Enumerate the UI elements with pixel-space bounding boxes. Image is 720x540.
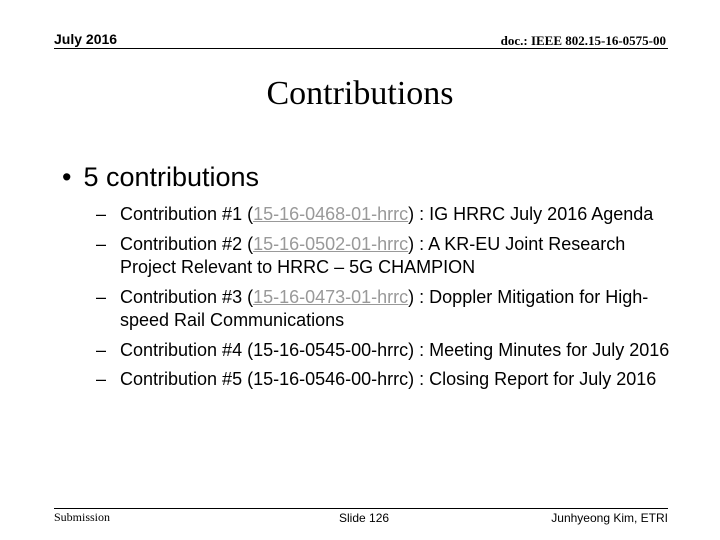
contribution-text: Contribution #4 (15-16-0545-00-hrrc) : Meeting Minutes for July 2016 (120, 339, 670, 360)
contribution-text: Contribution #5 (15-16-0546-00-hrrc) : Closing Report for July 2016 (120, 369, 657, 389)
contribution-text: ) : IG HRRC July 2016 Agenda (408, 204, 654, 224)
contribution-link-2[interactable]: 15-16-0502-01-hrrc (253, 233, 409, 254)
contribution-text: ) : Doppler Mitigation for High-speed Rail Communications (120, 286, 649, 330)
dash-marker: – (96, 286, 107, 307)
contribution-item-4 (96, 339, 676, 363)
main-bullet-text: 5 contributions (83, 162, 260, 192)
footer-author: Junhyeong Kim, ETRI (551, 511, 668, 525)
dash-marker: – (96, 369, 107, 389)
dash-marker: – (96, 204, 107, 224)
contribution-text: Contribution #2 ( (120, 233, 254, 254)
header-doc-id: doc.: IEEE 802.15-16-0575-00 (500, 33, 666, 48)
dash-marker: – (96, 339, 107, 360)
main-bullet (62, 162, 259, 193)
footer-divider (54, 508, 668, 509)
contribution-link-3[interactable]: 15-16-0473-01-hrrc (253, 286, 409, 307)
contribution-item-1 (96, 203, 676, 227)
bullet-marker: • (62, 162, 72, 192)
contribution-item-3 (96, 286, 676, 333)
contribution-text: Contribution #3 ( (120, 286, 254, 307)
contribution-list (96, 203, 676, 398)
contribution-item-5 (96, 368, 676, 392)
footer-slide-number: Slide 126 (339, 511, 390, 525)
header-date: July 2016 (54, 31, 118, 47)
header-divider (54, 48, 668, 49)
dash-marker: – (96, 233, 107, 254)
contribution-item-2 (96, 233, 676, 280)
contribution-text: ) : A KR-EU Joint Research Project Relevant to HRRC – 5G CHAMPION (120, 233, 626, 277)
contribution-text: Contribution #1 ( (120, 204, 254, 224)
contribution-link-1[interactable]: 15-16-0468-01-hrrc (253, 204, 409, 224)
slide-title: Contributions (266, 75, 454, 112)
footer-submission: Submission (54, 510, 111, 524)
